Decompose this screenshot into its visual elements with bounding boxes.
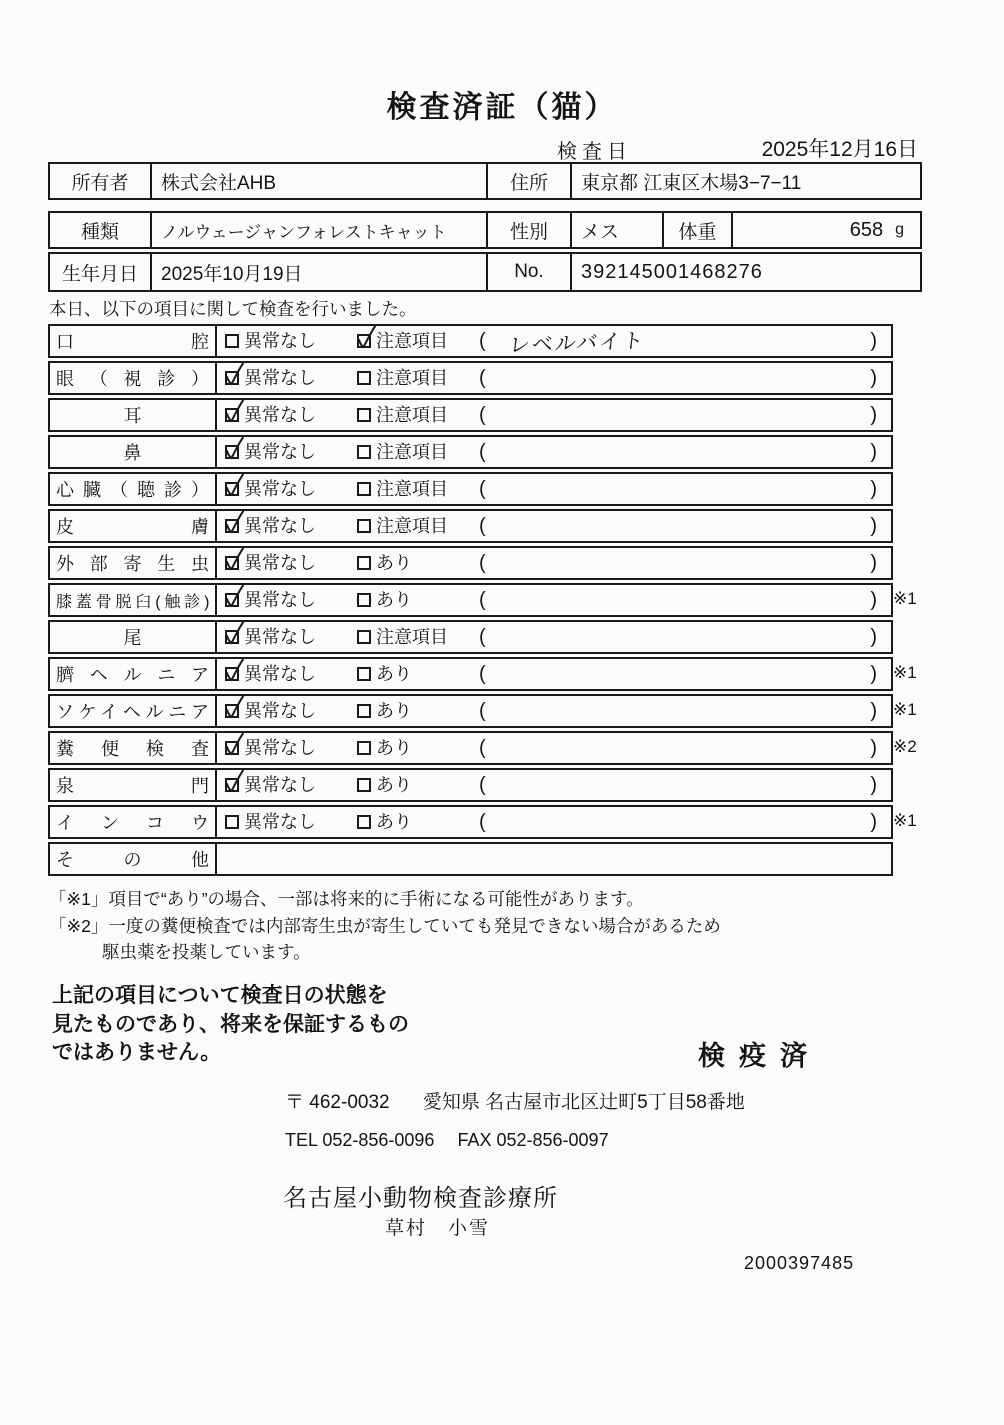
checklist-row [48,805,917,839]
checklist-row [48,768,893,802]
checklist-row [48,694,917,728]
checklist-table [48,324,917,879]
option-no-abnormality-label: 異常なし [244,405,316,425]
checklist-item-label-cell [50,844,217,874]
checkbox-attention[interactable] [357,778,371,792]
checklist-row [48,731,917,765]
footnote-marker: ※1 [893,700,917,719]
parenthesis-open: ( [479,515,486,537]
checklist-item-label-cell [50,400,217,430]
disclaimer-text [52,982,409,1068]
checkbox-attention[interactable] [357,593,371,607]
footnote-marker: ※1 [893,589,917,608]
checklist-item-label: 皮膚 [56,517,209,537]
parenthesis-close: ) [870,515,877,537]
checklist-row [48,546,893,580]
checklist-row [48,842,893,876]
birthdate-label: 生年月日 [50,254,152,290]
checklist-item-content [217,770,891,800]
checklist-item-label: 膝蓋骨脱臼(触診) [56,593,209,611]
birthdate-value: 2025年10月19日 [152,254,488,290]
checkbox-no-abnormality[interactable] [225,482,239,496]
clinic-tel: TEL 052-856-0096 [285,1130,435,1150]
checklist-item-label-cell [50,659,217,689]
option-no-abnormality-label: 異常なし [244,553,316,573]
weight-cell [733,213,920,247]
checklist-item-content [217,363,891,393]
parenthesis-open: ( [479,626,486,648]
option-no-abnormality-label: 異常なし [244,775,316,795]
parenthesis-close: ) [870,700,877,722]
parenthesis-open: ( [479,663,486,685]
parenthesis-open: ( [479,367,486,389]
weight-value: 658 [849,218,884,241]
checkbox-attention[interactable] [357,815,371,829]
parenthesis-close: ) [870,774,877,796]
option-no-abnormality-label: 異常なし [244,516,316,536]
checkbox-no-abnormality[interactable] [225,593,239,607]
pet-info-table-row1 [48,211,922,249]
checklist-item-label-cell [50,437,217,467]
checklist-item-label-cell [50,696,217,726]
checklist-item-label-cell [50,807,217,837]
parenthesis-close: ) [870,811,877,833]
checklist-item-content [217,844,891,874]
parenthesis-close: ) [870,330,877,352]
parenthesis-open: ( [479,589,486,611]
checklist-item-content [217,659,891,689]
checkbox-no-abnormality[interactable] [225,445,239,459]
checkbox-box [357,408,371,422]
number-value: 392145001468276 [581,260,763,283]
option-attention-label: 注意項目 [376,516,448,536]
veterinarian-name: 草村 小雪 [385,1218,491,1239]
parenthesis-close: ) [870,663,877,685]
checklist-item-label: 糞便検査 [56,739,209,759]
clinic-fax: FAX 052-856-0097 [457,1130,609,1150]
parenthesis-close: ) [870,478,877,500]
option-attention-label: あり [376,812,412,832]
checklist-item-content [217,733,891,763]
checklist-item-content [217,400,891,430]
parenthesis-open: ( [479,552,486,574]
checkbox-no-abnormality[interactable] [225,630,239,644]
disclaimer-line-3: ではありません。 [52,1041,222,1064]
option-attention-label: あり [376,590,412,610]
checklist-item-label: 口腔 [56,332,209,352]
option-attention-label: あり [376,701,412,721]
owner-value: 株式会社AHB [152,164,488,198]
option-no-abnormality-label: 異常なし [244,701,316,721]
checkbox-attention[interactable] [357,334,371,348]
checkbox-box [357,445,371,459]
serial-number: 2000397485 [744,1253,855,1273]
checklist-item-label-cell [50,511,217,541]
checklist-row [48,472,893,506]
checklist-row [48,509,893,543]
checkbox-no-abnormality[interactable] [225,704,239,718]
footnote-marker: ※1 [893,663,917,682]
option-no-abnormality-label: 異常なし [244,442,316,462]
checklist-item-label: 臍ヘルニア [56,665,209,685]
checkbox-attention[interactable] [357,667,371,681]
checklist-item-label-cell [50,363,217,393]
checklist-item-content [217,548,891,578]
option-no-abnormality-label: 異常なし [244,479,316,499]
checklist-item-label-cell [50,733,217,763]
checklist-item-label-cell [50,326,217,356]
checkbox-box [225,334,239,348]
checklist-item-content [217,622,891,652]
option-no-abnormality-label: 異常なし [244,664,316,684]
footnote-2: 「※2」一度の糞便検査では内部寄生虫が寄生していても発見できない場合があるため [49,916,721,936]
species-value: ノルウェージャンフォレストキャット [152,213,488,247]
checkbox-attention[interactable] [357,741,371,755]
checkbox-no-abnormality[interactable] [225,371,239,385]
option-attention-label: あり [376,553,412,573]
checkbox-box [357,778,371,792]
checkbox-attention[interactable] [357,408,371,422]
footnote-marker: ※2 [893,737,917,756]
parenthesis-close: ) [870,552,877,574]
parenthesis-close: ) [870,626,877,648]
option-attention-label: 注意項目 [376,405,448,425]
checklist-item-label-cell [50,585,217,615]
option-no-abnormality-label: 異常なし [244,331,316,351]
checklist-item-label-cell [50,548,217,578]
checklist-row [48,657,917,691]
address-value: 東京都 江東区木場3−7−11 [581,172,802,194]
checkbox-no-abnormality[interactable] [225,334,239,348]
inspection-date-value: 2025年12月16日 [761,138,918,161]
checklist-row [48,583,917,617]
species-label: 種類 [50,213,152,247]
checklist-item-content [217,807,891,837]
checklist-row [48,361,893,395]
checkbox-attention[interactable] [357,630,371,644]
checkbox-attention[interactable] [357,371,371,385]
checklist-row [48,435,893,469]
parenthesis-close: ) [870,441,877,463]
weight-unit: g [895,221,904,238]
checkbox-box [357,704,371,718]
checkbox-no-abnormality[interactable] [225,778,239,792]
checkbox-box [357,371,371,385]
checklist-row [48,398,893,432]
checkbox-no-abnormality[interactable] [225,741,239,755]
parenthesis-close: ) [870,404,877,426]
clinic-address: 愛知県 名古屋市北区辻町5丁目58番地 [422,1092,745,1113]
checkbox-attention[interactable] [357,519,371,533]
checkbox-attention[interactable] [357,556,371,570]
option-attention-label: 注意項目 [376,627,448,647]
postal-mark: 〒 [285,1092,305,1113]
parenthesis-close: ) [870,367,877,389]
disclaimer-line-2: 見たものであり、将来を保証するもの [52,1012,409,1036]
checkbox-no-abnormality[interactable] [225,519,239,533]
handwritten-note: レベルバイト [507,329,647,358]
parenthesis-close: ) [870,589,877,611]
checkbox-box [225,815,239,829]
checklist-item-label: ソケイヘルニア [56,702,209,722]
checkbox-box [357,482,371,496]
checklist-item-label-cell [50,622,217,652]
checklist-item-content [217,474,891,504]
inspection-date-label: 検査日 [557,141,632,163]
parenthesis-open: ( [479,404,486,426]
disclaimer-line-1: 上記の項目について検査日の状態を [52,984,388,1007]
checkbox-box [357,593,371,607]
parenthesis-open: ( [479,700,486,722]
checklist-item-content [217,511,891,541]
parenthesis-open: ( [479,737,486,759]
checkbox-attention[interactable] [357,704,371,718]
footnote-1: 「※1」項目で“あり”の場合、一部は将来的に手術になる可能性があります。 [49,889,644,909]
checkbox-box [357,519,371,533]
parenthesis-open: ( [479,478,486,500]
parenthesis-open: ( [479,811,486,833]
number-label: No. [488,254,572,290]
footnote-marker: ※1 [893,811,917,830]
checklist-item-content [217,696,891,726]
page-title: 検査済証（猫） [386,91,618,124]
checklist-item-label: 尾 [123,628,142,648]
parenthesis-open: ( [479,441,486,463]
checklist-item-label-cell [50,770,217,800]
checklist-item-label: 心臓（聴診） [56,480,209,500]
option-attention-label: あり [376,664,412,684]
intro-text: 本日、以下の項目に関して検査を行いました。 [49,299,417,319]
parenthesis-close: ) [870,737,877,759]
checkbox-no-abnormality[interactable] [225,408,239,422]
weight-label: 体重 [664,213,733,247]
checkbox-no-abnormality[interactable] [225,815,239,829]
option-no-abnormality-label: 異常なし [244,368,316,388]
pet-info-table-row2 [48,252,922,292]
checklist-row [48,620,893,654]
checklist-item-label-cell [50,474,217,504]
checklist-item-label: 泉門 [56,776,209,796]
footnote-2-continued: 駆虫薬を投薬しています。 [102,942,311,962]
sex-value: メス [572,213,664,247]
checkbox-no-abnormality[interactable] [225,667,239,681]
sex-label: 性別 [488,213,572,247]
checklist-item-label: その他 [56,850,209,870]
checkbox-box [357,630,371,644]
option-no-abnormality-label: 異常なし [244,627,316,647]
owner-table [48,162,922,200]
option-no-abnormality-label: 異常なし [244,590,316,610]
option-attention-label: 注意項目 [376,479,448,499]
option-attention-label: あり [376,775,412,795]
postal-code: 462-0032 [309,1092,390,1113]
checklist-item-label: 耳 [123,406,142,426]
option-attention-label: あり [376,738,412,758]
checklist-item-label: インコウ [56,813,209,833]
checklist-item-content [217,437,891,467]
quarantine-stamp: 検疫済 [698,1041,821,1071]
checkbox-no-abnormality[interactable] [225,556,239,570]
checkbox-attention[interactable] [357,445,371,459]
parenthesis-open: ( [479,774,486,796]
clinic-postal-line [285,1087,745,1114]
checkbox-box [357,741,371,755]
checklist-row [48,324,893,358]
option-attention-label: 注意項目 [376,331,448,351]
checkbox-box [357,815,371,829]
option-no-abnormality-label: 異常なし [244,812,316,832]
parenthesis-open: ( [479,330,486,352]
owner-label: 所有者 [50,164,152,198]
option-attention-label: 注意項目 [376,442,448,462]
checkbox-box [357,556,371,570]
option-attention-label: 注意項目 [376,368,448,388]
clinic-name: 名古屋小動物検査診療所 [283,1185,558,1212]
checklist-item-content [217,326,891,356]
checkbox-attention[interactable] [357,482,371,496]
address-label: 住所 [488,164,572,198]
clinic-tel-line [285,1130,609,1151]
checklist-item-label: 外部寄生虫 [56,554,209,574]
checkbox-box [357,667,371,681]
checklist-item-label: 眼（視診） [56,369,209,389]
checklist-item-content [217,585,891,615]
checklist-item-label: 鼻 [123,443,142,463]
option-no-abnormality-label: 異常なし [244,738,316,758]
